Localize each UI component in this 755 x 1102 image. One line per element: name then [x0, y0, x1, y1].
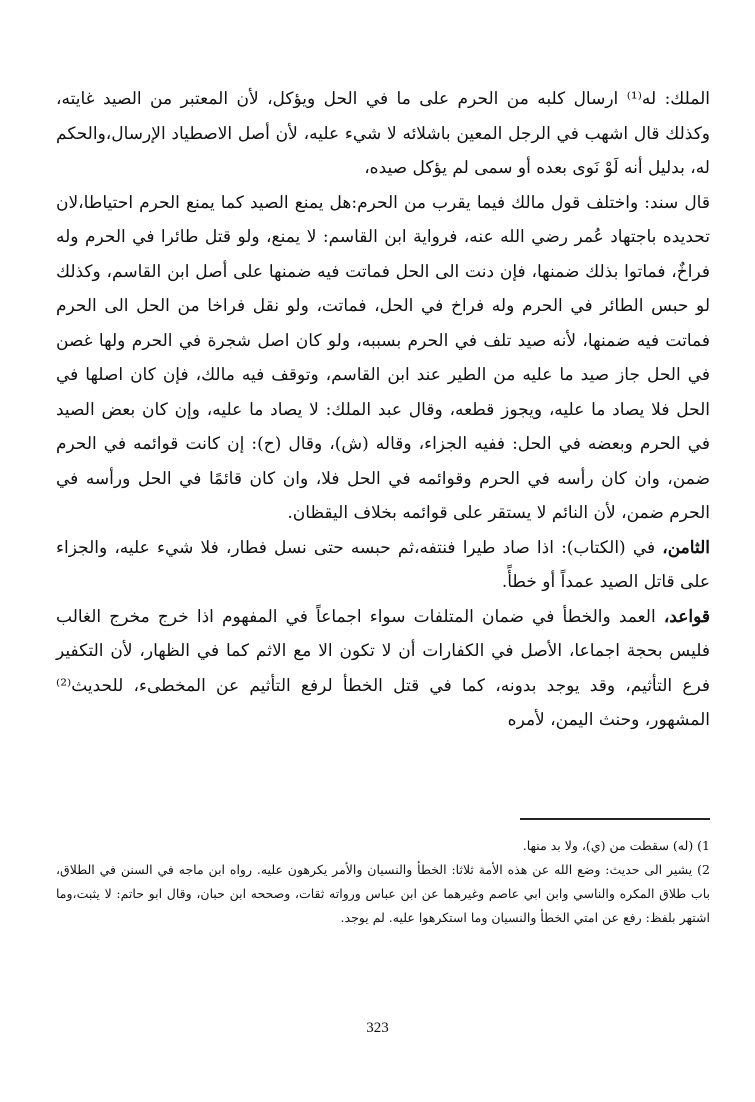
footnote-2: 2) يشير الى حديث: وضع الله عن هذه الأمة ثلاثا: الخطأ والنسيان والأمر يكرهون عليه. رواه ابن ماجه في السنن في الطلاق، باب طلاق المكره والناسي وابن ابي عاصم وغيرهما عن ابن عباس ورواته ثقات، وصححه ابن حبان، وقال ابو حاتم: لا يثبت،وما اشتهر بلفظ: رفع عن امتي الخطأ والنسيان وما استكرهوا عليه. لم يوجد.	[56, 862, 710, 925]
page-number: 323	[366, 1020, 389, 1036]
paragraph-4-text: العمد والخطأ في ضمان المتلفات سواء اجماعاً في المفهوم اذا خرج مخرج الغالب فليس بحجة اجماعا، الأصل في الكفارات أن لا تكون الا مع الاثم كما في الظهار، لأن التكفير فرع التأثيم، وقد يوجد بدونه، كما في قتل الخطأ لرفع التأثيم عن المخطىء، للحديث⁽²⁾ المشهور، وحنث اليمن، لأمره	[56, 606, 710, 730]
footnote-1: 1) (له) سقطت من (ي)، ولا بد منها.	[522, 838, 710, 853]
paragraph-2: قال سند: واختلف قول مالك فيما يقرب من الحرم:هل يمنع الصيد كما يمنع الحرم احتياطا،لان تحديده باجتهاد عُمر رضي الله عنه، فرواية ابن القاسم: لا يمنع، ولو قتل طائرا في الحرم وله فراخٌ، فماتوا بذلك ضمنها، فإن دنت الى الحل فماتت فيه ضمنها على أصل ابن القاسم، وكذلك لو حبس الطائر في الحرم وله فراخ في الحل، فماتت، ولو نقل فراخا من الحل الى الحرم فماتت فيه ضمنها، لأنه صيد تلف في الحرم بسببه، ولو كان اصل شجرة في الحرم ولها غصن في الحل جاز صيد ما عليه من الطير عند ابن القاسم، وتوقف فيه مالك، فإن كان اصلها في الحل فلا يصاد ما عليه، ويجوز قطعه، وقال عبد الملك: لا يصاد ما عليه، وإن كان بعض الصيد في الحرم وبعضه في الحل: ففيه الجزاء، وقاله (ش)، وقال (ح): إن كانت قوائمه في الحرم ضمن، وان كان رأسه في الحرم وقوائمه في الحل فلا، وان كان قائمًا في الحل ورأسه في الحرم ضمن، لأن النائم لا يستقر على قوائمه بخلاف اليقظان.	[56, 192, 710, 523]
paragraph-3-text: في (الكتاب): اذا صاد طيرا فنتفه،ثم حبسه حتى نسل فطار، فلا شيء عليه، والجزاء على قاتل الصيد عمداً أو خطأً.	[56, 537, 710, 592]
section-label-rules: قواعد،	[663, 606, 710, 627]
footnote-divider	[520, 818, 710, 820]
paragraph-4	[56, 600, 710, 738]
paragraph-1: الملك: له⁽¹⁾ ارسال كلبه من الحرم على ما في الحل ويؤكل، لأن المعتبر من الصيد غايته، وكذلك قال اشهب في الرجل المعين باشلائه لا شيء عليه، لأن أصل الاصطياد الإرسال،والحكم له، بدليل أنه لَوْ نَوى بعده أو سمى لم يؤكل صيده،	[56, 89, 710, 178]
paragraph-3	[56, 531, 710, 600]
footnotes	[56, 834, 710, 930]
section-label-eighth: الثامن،	[662, 537, 710, 558]
main-text	[56, 82, 710, 738]
